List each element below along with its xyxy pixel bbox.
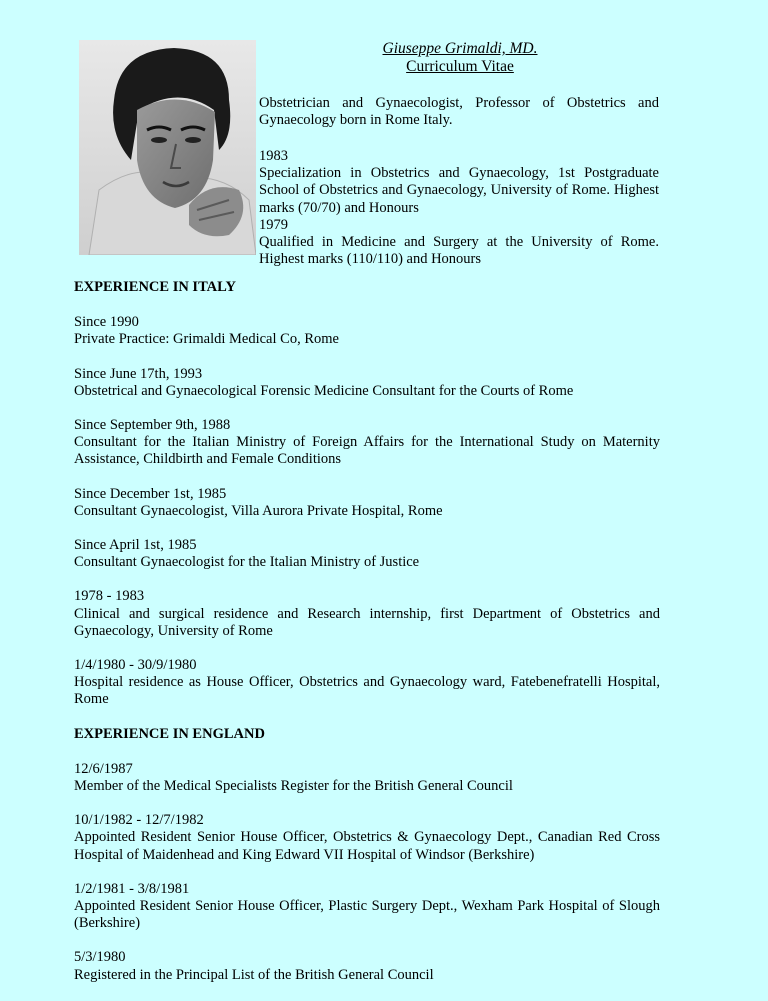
experience-entry <box>74 761 660 795</box>
education-list <box>259 148 659 268</box>
entry-date: Since September 9th, 1988 <box>74 417 231 434</box>
entry-text: Registered in the Principal List of the British General Council <box>74 966 434 983</box>
entry-date: Since June 17th, 1993 <box>74 365 203 382</box>
entry-date: 12/6/1987 <box>74 760 133 777</box>
experience-entry <box>74 949 660 983</box>
entry-text: Hospital residence as House Officer, Obstetrics and Gynaecology ward, Fatebenefratelli Hospital, Rome <box>74 674 660 708</box>
experience-entry <box>74 657 660 709</box>
section-title-england: EXPERIENCE IN ENGLAND <box>74 725 265 742</box>
education-text: Qualified in Medicine and Surgery at the University of Rome. Highest marks (110/110) and Honours <box>259 234 659 268</box>
entry-date: Since April 1st, 1985 <box>74 537 197 554</box>
entry-text: Appointed Resident Senior House Officer, Obstetrics & Gynaecology Dept., Canadian Red Cross Hospital of Maidenhead and King Edward VII Hospital of Windsor (Berkshire) <box>74 829 660 863</box>
experience-entry <box>74 812 660 864</box>
entry-date: 10/1/1982 - 12/7/1982 <box>74 812 204 829</box>
education-text: Specialization in Obstetrics and Gynaecology, 1st Postgraduate School of Obstetrics and Gynaecology, University of Rome. Highest marks (70/70) and Honours <box>259 165 659 216</box>
entry-text: Private Practice: Grimaldi Medical Co, Rome <box>74 331 339 348</box>
entry-date: 5/3/1980 <box>74 949 126 966</box>
portrait-photo <box>79 40 256 255</box>
entry-text: Appointed Resident Senior House Officer, Plastic Surgery Dept., Wexham Park Hospital of Slough (Berkshire) <box>74 898 660 932</box>
entry-text: Clinical and surgical residence and Research internship, first Department of Obstetrics and Gynaecology, University of Rome <box>74 605 660 639</box>
entry-date: Since December 1st, 1985 <box>74 485 227 502</box>
education-date: 1979 <box>259 216 288 233</box>
experience-entry <box>74 486 660 520</box>
document-subtitle: Curriculum Vitae <box>406 58 514 75</box>
entry-date: 1/2/1981 - 3/8/1981 <box>74 880 190 897</box>
cv-header <box>262 40 658 76</box>
person-name: Giuseppe Grimaldi, MD. <box>382 40 538 57</box>
experience-body <box>74 279 660 1001</box>
experience-entry <box>74 881 660 933</box>
experience-entry <box>74 537 660 571</box>
intro-text: Obstetrician and Gynaecologist, Professor of Obstetrics and Gynaecology born in Rome Italy. <box>259 95 659 129</box>
entry-text: Consultant for the Italian Ministry of Foreign Affairs for the International Study on Maternity Assistance, Childbirth and Female Conditions <box>74 434 660 468</box>
entry-text: Obstetrical and Gynaecological Forensic Medicine Consultant for the Courts of Rome <box>74 382 574 399</box>
entry-date: 1978 - 1983 <box>74 588 145 605</box>
experience-entry <box>74 417 660 469</box>
entry-text: Consultant Gynaecologist for the Italian Ministry of Justice <box>74 554 420 571</box>
entry-text: Consultant Gynaecologist, Villa Aurora Private Hospital, Rome <box>74 502 443 519</box>
section-title-italy: EXPERIENCE IN ITALY <box>74 279 236 295</box>
entry-date: 1/4/1980 - 30/9/1980 <box>74 657 197 674</box>
entry-date: Since 1990 <box>74 314 139 331</box>
experience-entry <box>74 588 660 640</box>
entry-text: Member of the Medical Specialists Register for the British General Council <box>74 778 513 795</box>
experience-entry <box>74 366 660 400</box>
experience-entry <box>74 314 660 348</box>
education-date: 1983 <box>259 148 288 164</box>
